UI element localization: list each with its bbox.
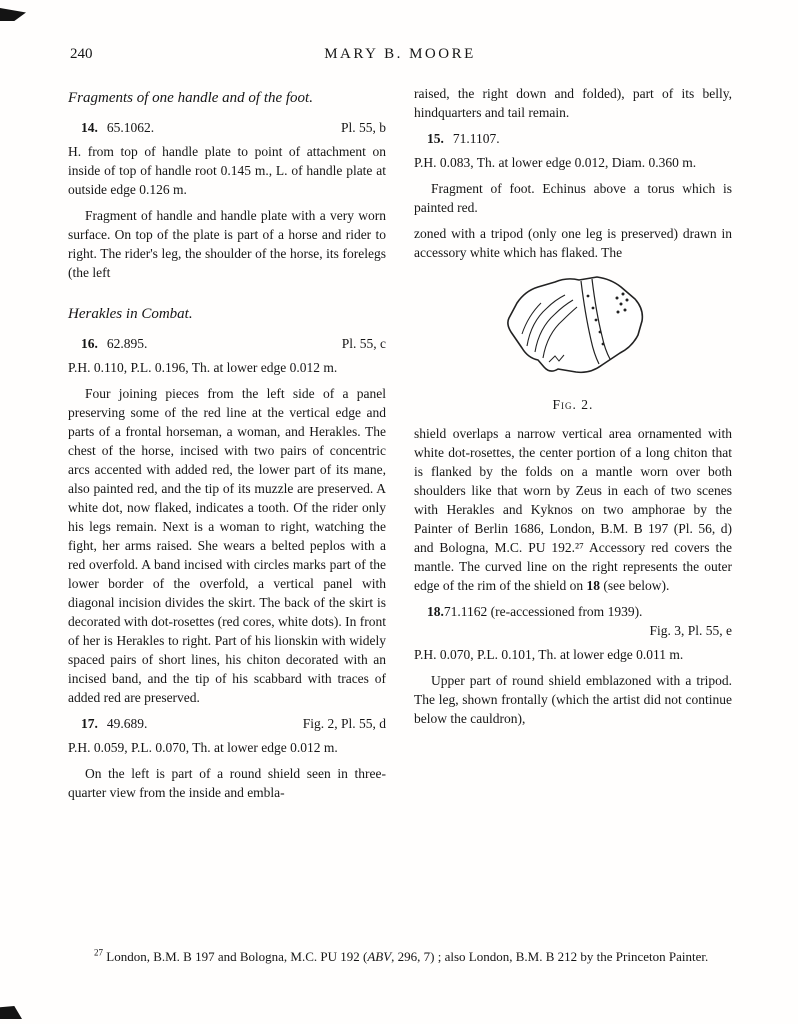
section-heading-handle-foot: Fragments of one handle and of the foot. xyxy=(68,90,313,106)
entry-18-dimensions: P.H. 0.070, P.L. 0.101, Th. at lower edge 0.011 m. xyxy=(414,647,684,662)
entry-17-dimensions: P.H. 0.059, P.L. 0.070, Th. at lower edge 0.012 m. xyxy=(68,740,338,755)
entry-17-description: On the left is part of a round shield seen in three-quarter view from the inside and embla- xyxy=(68,766,386,800)
entry-14-id xyxy=(81,118,154,137)
footnote-27-text-end: , 296, 7) ; also London, B.M. B 212 by the Princeton Painter. xyxy=(391,948,709,964)
entry-15-id xyxy=(427,129,500,148)
entry-18-id xyxy=(414,602,732,621)
scan-artifact-bottom xyxy=(0,1006,22,1019)
entry-14-header xyxy=(68,118,386,137)
entry-14-dimensions: H. from top of handle plate to point of attachment on inside of top of handle root 0.145 m., L. of handle plate at outside edge 0.126 m. xyxy=(68,144,386,197)
entry-15-dimensions: P.H. 0.083, Th. at lower edge 0.012, Diam. 0.360 m. xyxy=(414,155,697,170)
entry-17-accession: 49.689. xyxy=(106,716,148,731)
entry-15-accession: 71.1107. xyxy=(452,131,500,146)
entry-16-dimensions: P.H. 0.110, P.L. 0.196, Th. at lower edge 0.012 m. xyxy=(68,360,338,375)
figure-2-fragment-drawing xyxy=(497,274,649,378)
entry-17-fig-plate-ref: Fig. 2, Pl. 55, d xyxy=(302,716,386,731)
left-column xyxy=(68,84,386,809)
entry-14 xyxy=(68,118,386,282)
entry-15-header xyxy=(414,129,732,148)
entry-15-description: Fragment of foot. Echinus above a torus which is painted red. xyxy=(414,181,732,215)
entry-18-number: 18. xyxy=(427,604,444,619)
entry-16-number: 16. xyxy=(81,336,98,351)
entry-16 xyxy=(68,334,386,707)
shield-paragraph xyxy=(414,424,732,595)
entry-18-accession: 71.1162 (re-accessioned from 1939). xyxy=(443,604,643,619)
footnote-27-text: London, B.M. B 197 and Bologna, M.C. PU 192 ( xyxy=(103,948,368,964)
entry-14-number: 14. xyxy=(81,120,98,135)
entry-17 xyxy=(68,714,386,802)
entry-15 xyxy=(414,129,732,217)
entry-18-header xyxy=(414,602,732,640)
page-header xyxy=(68,46,732,68)
entry-14-accession: 65.1062. xyxy=(106,120,155,135)
entry-16-id xyxy=(81,334,147,353)
entry-18-fig-plate-ref: Fig. 3, Pl. 55, e xyxy=(649,623,732,638)
entry-14-description: Fragment of handle and handle plate with a very worn surface. On top of the plate is part of a horse and rider to right. The rider's leg, the shoulder of the horse, its forelegs (the left xyxy=(68,208,386,280)
two-column-layout xyxy=(68,84,732,809)
section-heading-herakles: Herakles in Combat. xyxy=(68,306,193,322)
entry-17-header xyxy=(68,714,386,733)
scan-artifact-top xyxy=(0,8,26,21)
page-number: 240 xyxy=(70,46,93,62)
footnote-27 xyxy=(68,948,732,967)
right-column xyxy=(414,84,732,809)
shield-paragraph-text-end: (see below). xyxy=(599,578,670,593)
entry-16-plate-ref: Pl. 55, c xyxy=(341,336,386,351)
entry-18-description: Upper part of round shield emblazoned with a tripod. The leg, shown frontally (which the artist did not continue below the cauldron), xyxy=(414,673,732,726)
shield-paragraph-text: shield overlaps a narrow vertical area ornamented with white dot-rosettes, the center portion of a long chiton that is flanked by the folds on a mantle worn over both shoulders like that worn by Zeus in each of two scenes with Herakles and Kyknos on two amphorae by the Painter of Berlin 1686, London, B.M. B 197 (Pl. 56, d) and Bologna, M.C. PU 192.²⁷ Accessory red covers the mantle. The curved line on the right represents the outer edge of the rim of the shield on xyxy=(414,426,732,593)
figure-2-caption: Fig. 2. xyxy=(552,397,594,412)
entry-15-number: 15. xyxy=(427,131,444,146)
entry-17-number: 17. xyxy=(81,716,98,731)
entry-16-header xyxy=(68,334,386,353)
entry-16-description: Four joining pieces from the left side of a panel preserving some of the red line at the vertical edge and parts of a frontal horseman, a woman, and Herakles. The chest of the horse, incised with two pairs of concentric arcs accented with added red, the lower part of its mane, also painted red, and the tip of its muzzle are preserved. A white dot, now flaked, indicates a tooth. Of the rider only his legs remain. Next is a woman to right, watching the fight, her arms raised. She wears a belted peplos with a red overfold. A band incised with circles marks part of the lower border of the overfold, a vertical panel with diagonal incision divides the skirt. The back of the skirt is decorated with dot-rosettes (red cores, white dots). In front of her is Herakles to right. Part of his lionskin with widely spaced pairs of short lines, his chiton decorated with an incised band, and the tip of his scabbard with traces of added red are preserved. xyxy=(68,386,386,705)
entry-18 xyxy=(414,602,732,728)
entry-17-id xyxy=(81,714,147,733)
running-head: MARY B. MOORE xyxy=(324,46,476,62)
footnote-27-marker: 27 xyxy=(94,947,103,958)
continuation-paragraph-top: raised, the right down and folded), part of its belly, hindquarters and tail remain. xyxy=(414,86,732,120)
figure-2 xyxy=(414,274,732,414)
entry-14-plate-ref: Pl. 55, b xyxy=(340,120,386,135)
entry-18-inline-ref: 18 xyxy=(586,578,600,593)
footnote-27-citation-italic: ABV xyxy=(367,948,392,964)
continuation-paragraph-zoned: zoned with a tripod (only one leg is preserved) drawn in accessory white which has flaked. The xyxy=(414,226,732,260)
entry-16-accession: 62.895. xyxy=(106,336,148,351)
